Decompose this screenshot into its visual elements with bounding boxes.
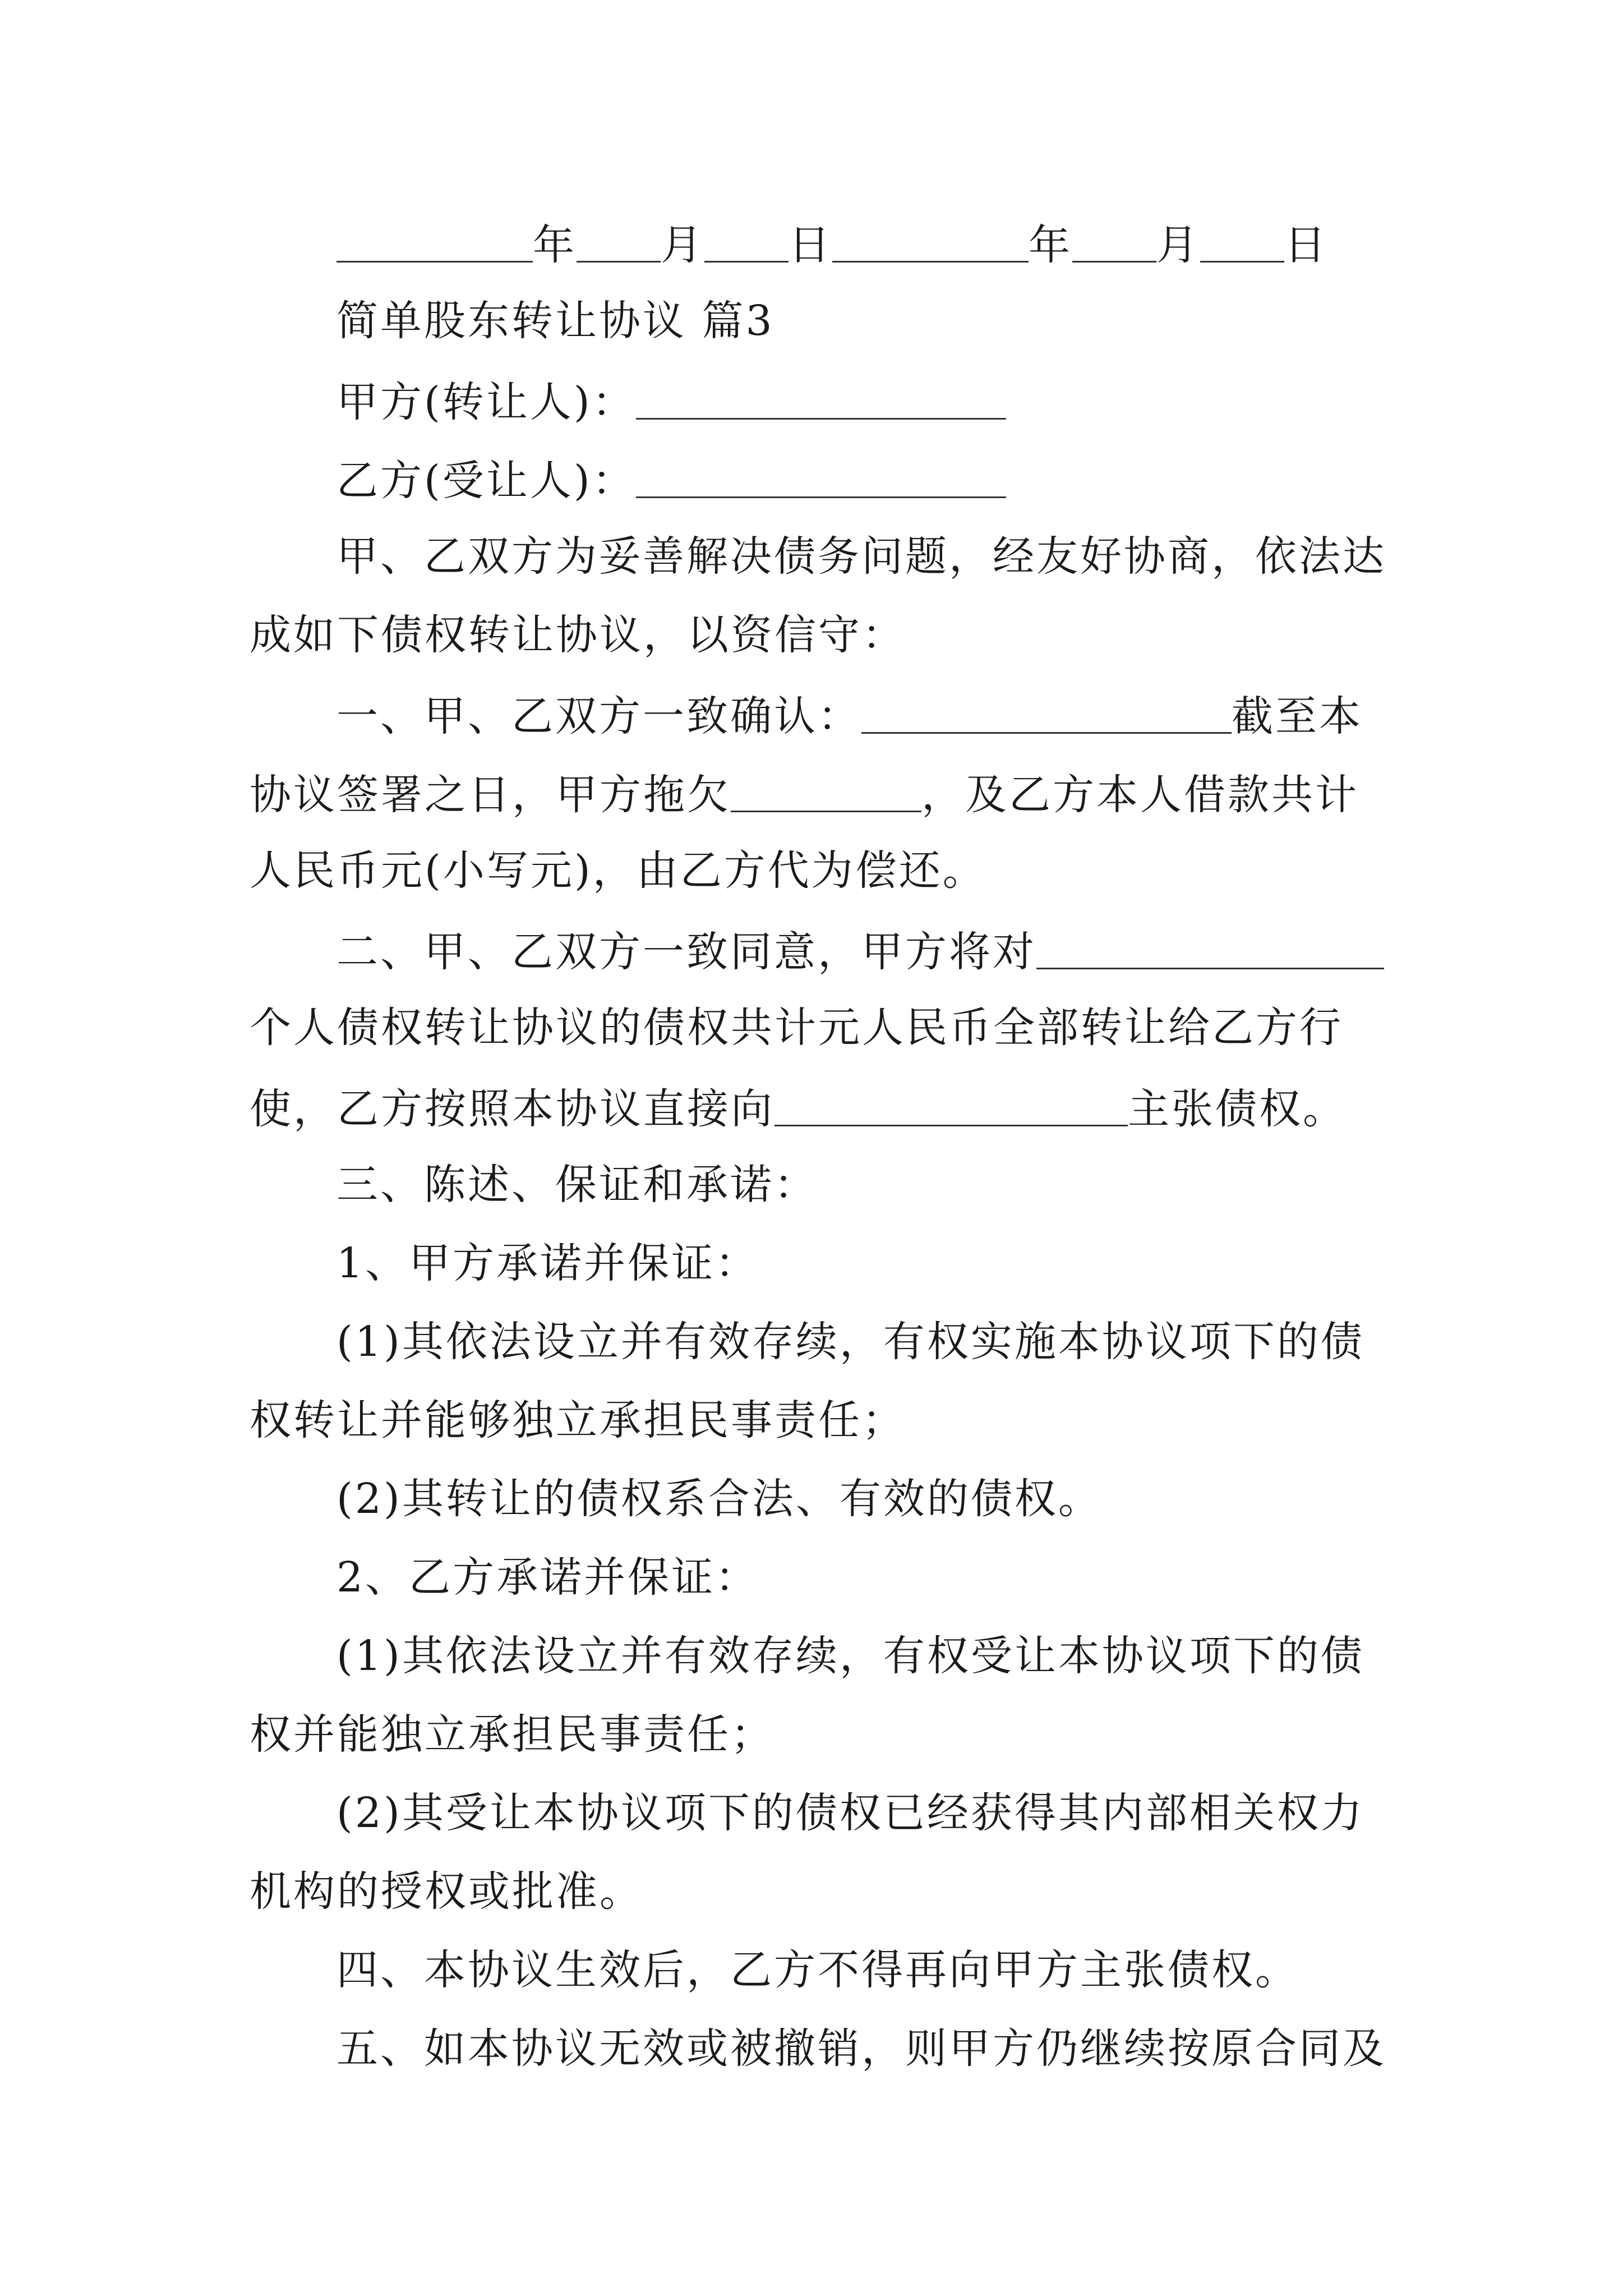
party-a-blank	[636, 379, 1006, 420]
clause3-1-item-1a: (1)其依法设立并有效存续，有权实施本协议项下的债	[336, 1318, 1364, 1366]
clause3-1-item-1b: 权转让并能够独立承担民事责任；	[250, 1396, 906, 1444]
label-month-2: 月	[1156, 221, 1200, 269]
party-b-label: 乙方(受让人)：	[336, 457, 636, 505]
clause1-text-d: ，及乙方本人借款共计	[921, 771, 1359, 819]
clause2-text-c: 主张债权。	[1128, 1085, 1347, 1133]
clause1-text-b: 截至本	[1232, 692, 1363, 740]
blank-day-1	[704, 222, 789, 263]
clause3-title: 三、陈述、保证和承诺：	[336, 1161, 818, 1209]
clause2-blank-2	[774, 1085, 1128, 1126]
clause3-2-item-2b: 机构的授权或批准。	[250, 1867, 643, 1916]
blank-month-1	[577, 222, 661, 263]
clause3-2-item-2a: (2)其受让本协议项下的债权已经获得其内部相关权力	[336, 1789, 1364, 1837]
label-year-2: 年	[1029, 221, 1072, 269]
intro-line-2: 成如下债权转让协议，以资信守：	[250, 611, 906, 659]
clause5: 五、如本协议无效或被撤销，则甲方仍继续按原合同及	[336, 2024, 1386, 2073]
clause3-2-title: 2、乙方承诺并保证：	[336, 1553, 759, 1602]
clause3-2-item-1a: (1)其依法设立并有效存续，有权受让本协议项下的债	[336, 1632, 1364, 1680]
clause1-text-c: 协议签署之日，甲方拖欠	[250, 771, 731, 819]
blank-year-1	[336, 222, 533, 263]
clause3-2-item-1b: 权并能独立承担民事责任；	[250, 1710, 774, 1759]
label-month-1: 月	[661, 221, 704, 269]
clause2-text-b: 使，乙方按照本协议直接向	[250, 1085, 774, 1133]
clause2-line-3	[250, 1085, 1388, 1133]
blank-year-2	[832, 222, 1029, 263]
party-b-blank	[636, 457, 1006, 498]
blank-day-2	[1200, 222, 1284, 263]
date-line	[336, 221, 1388, 269]
label-day-2: 日	[1284, 221, 1328, 269]
clause1-line-3: 人民币元(小写元)，由乙方代为偿还。	[250, 846, 986, 895]
clause2-line-1	[336, 928, 1388, 976]
clause2-text-a: 二、甲、乙双方一致同意，甲方将对	[336, 928, 1036, 976]
clause1-blank-2	[731, 771, 921, 812]
blank-month-2	[1072, 222, 1156, 263]
label-day-1: 日	[789, 221, 832, 269]
clause1-line-2	[250, 771, 1388, 819]
clause1-text-a: 一、甲、乙双方一致确认：	[336, 692, 861, 740]
clause2-blank-1	[1036, 928, 1384, 969]
intro-line-1: 甲、乙双方为妥善解决债务问题，经友好协商，依法达	[336, 532, 1386, 581]
label-year-1: 年	[533, 221, 577, 269]
party-a-label: 甲方(转让人)：	[336, 378, 636, 426]
clause1-line-1	[336, 692, 1388, 740]
section-title: 简单股东转让协议 篇3	[336, 297, 774, 345]
clause3-1-item-2: (2)其转让的债权系合法、有效的债权。	[336, 1475, 1102, 1523]
clause4: 四、本协议生效后，乙方不得再向甲方主张债权。	[336, 1946, 1299, 1994]
party-a-line	[336, 378, 1388, 426]
clause3-1-title: 1、甲方承诺并保证：	[336, 1239, 759, 1287]
clause2-line-2: 个人债权转让协议的债权共计元人民币全部转让给乙方行	[250, 1004, 1343, 1052]
clause1-blank-1	[861, 693, 1232, 734]
party-b-line	[336, 457, 1388, 505]
